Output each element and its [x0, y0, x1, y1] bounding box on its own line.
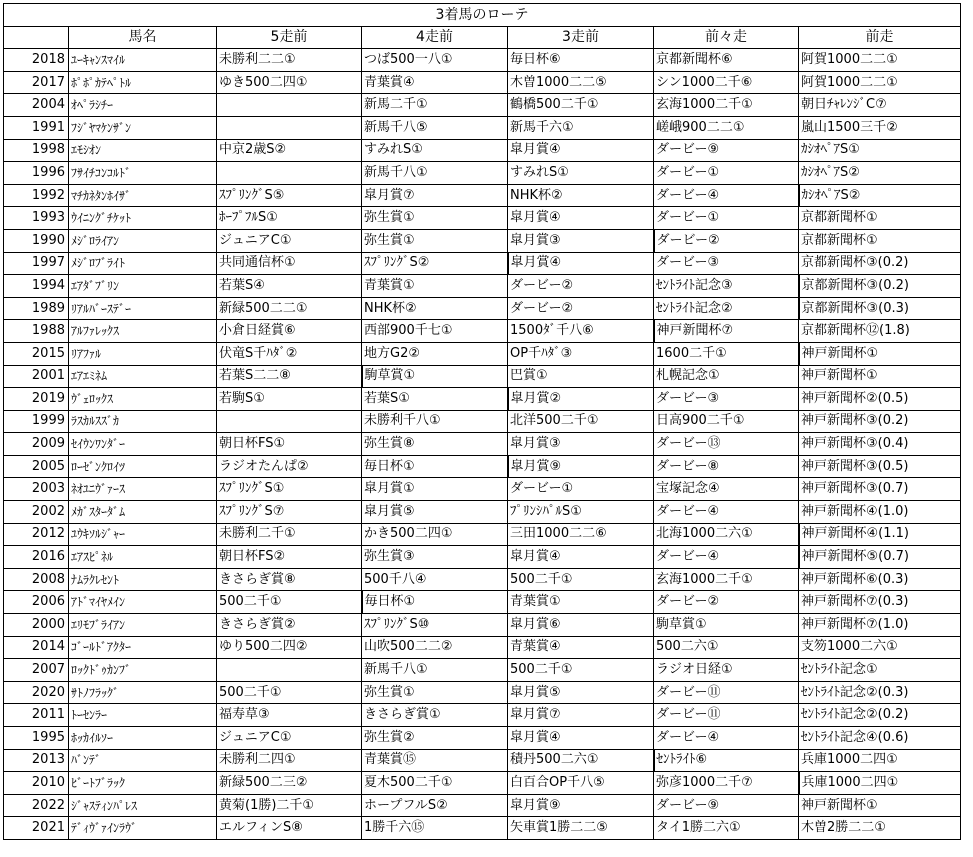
- race-5-back-cell: 若葉S二二⑧: [217, 365, 362, 388]
- race-2-back-cell: ダービー⑪: [654, 704, 799, 727]
- race-3-back-cell: 皐月賞②: [508, 388, 654, 411]
- header-race-5-back: 5走前: [217, 26, 362, 49]
- race-last-cell: 神戸新聞杯③(0.2): [799, 410, 961, 433]
- year-cell: 1994: [4, 275, 69, 298]
- race-4-back-cell: 地方G2②: [362, 342, 508, 365]
- horse-name-cell: ﾋﾞｰﾄﾌﾞﾗｯｸ: [69, 772, 217, 795]
- race-4-back-cell: ｽﾌﾟﾘﾝｸﾞS②: [362, 252, 508, 275]
- horse-name-cell: ｱﾙﾌｧﾚｯｸｽ: [69, 320, 217, 343]
- race-last-cell: 兵庫1000二四①: [799, 749, 961, 772]
- race-3-back-cell: 皐月賞④: [508, 252, 654, 275]
- race-2-back-cell: ダービー②: [654, 591, 799, 614]
- race-last-cell: ｾﾝﾄﾗｲﾄ記念①: [799, 659, 961, 682]
- race-2-back-cell: 日高900二千①: [654, 410, 799, 433]
- race-last-cell: ｾﾝﾄﾗｲﾄ記念②(0.2): [799, 704, 961, 727]
- race-2-back-cell: ダービー⑪: [654, 681, 799, 704]
- race-2-back-cell: ダービー⑧: [654, 455, 799, 478]
- year-cell: 2012: [4, 523, 69, 546]
- race-3-back-cell: 皐月賞④: [508, 207, 654, 230]
- year-cell: 2013: [4, 749, 69, 772]
- race-3-back-cell: ダービー②: [508, 275, 654, 298]
- race-2-back-cell: ダービー①: [654, 162, 799, 185]
- horse-name-cell: ﾕｳｷｿﾙｼﾞｬｰ: [69, 523, 217, 546]
- race-last-cell: 神戸新聞杯⑤(0.7): [799, 546, 961, 569]
- race-4-back-cell: 弥生賞①: [362, 229, 508, 252]
- year-cell: 2007: [4, 659, 69, 682]
- race-2-back-cell: 1600二千①: [654, 342, 799, 365]
- table-row: [4, 704, 961, 727]
- race-2-back-cell: シン1000二千⑥: [654, 71, 799, 94]
- horse-name-cell: ﾛｰｾﾞﾝｸﾛｲﾂ: [69, 455, 217, 478]
- table-row: [4, 162, 961, 185]
- race-4-back-cell: 西部900千七①: [362, 320, 508, 343]
- race-2-back-cell: ダービー④: [654, 727, 799, 750]
- table-row: [4, 614, 961, 637]
- horse-name-cell: ｾｲｳﾝﾜﾝﾀﾞｰ: [69, 433, 217, 456]
- year-cell: 2002: [4, 501, 69, 524]
- race-5-back-cell: 伏竜S千ﾊﾀﾞ②: [217, 342, 362, 365]
- race-2-back-cell: ｾﾝﾄﾗｲﾄ記念③: [654, 275, 799, 298]
- year-cell: 2008: [4, 568, 69, 591]
- race-2-back-cell: 神戸新聞杯⑦: [654, 320, 799, 343]
- race-3-back-cell: ﾌﾟﾘﾝｼﾊﾟﾙS①: [508, 501, 654, 524]
- race-5-back-cell: 未勝利二二①: [217, 49, 362, 72]
- table-row: [4, 817, 961, 840]
- race-5-back-cell: ﾎｰﾌﾟﾌﾙS①: [217, 207, 362, 230]
- year-cell: 2015: [4, 342, 69, 365]
- table-row: [4, 501, 961, 524]
- race-4-back-cell: 皐月賞⑦: [362, 184, 508, 207]
- horse-name-cell: ｴｱﾀﾞﾌﾞﾘﾝ: [69, 275, 217, 298]
- race-2-back-cell: ダービー③: [654, 252, 799, 275]
- race-last-cell: ｾﾝﾄﾗｲﾄ記念②(0.3): [799, 681, 961, 704]
- table-row: [4, 455, 961, 478]
- rotation-table: [3, 3, 961, 840]
- race-5-back-cell: 新緑500二三②: [217, 772, 362, 795]
- race-4-back-cell: 皐月賞①: [362, 478, 508, 501]
- race-2-back-cell: ダービー②: [654, 229, 799, 252]
- year-cell: 2000: [4, 614, 69, 637]
- year-cell: 2021: [4, 817, 69, 840]
- race-last-cell: 兵庫1000二四①: [799, 772, 961, 795]
- race-last-cell: 京都新聞杯⑫(1.8): [799, 320, 961, 343]
- race-3-back-cell: 木曽1000二二⑤: [508, 71, 654, 94]
- horse-name-cell: ﾎｯｶｲﾙｿｰ: [69, 727, 217, 750]
- table-row: [4, 636, 961, 659]
- race-5-back-cell: [217, 116, 362, 139]
- race-3-back-cell: 北洋500二千①: [508, 410, 654, 433]
- race-4-back-cell: ホープフルS②: [362, 794, 508, 817]
- race-5-back-cell: ｽﾌﾟﾘﾝｸﾞS⑤: [217, 184, 362, 207]
- race-4-back-cell: 若葉S①: [362, 388, 508, 411]
- race-3-back-cell: 皐月賞③: [508, 229, 654, 252]
- race-5-back-cell: 若駒S①: [217, 388, 362, 411]
- race-3-back-cell: 皐月賞④: [508, 546, 654, 569]
- race-2-back-cell: 500二六①: [654, 636, 799, 659]
- race-last-cell: 京都新聞杯③(0.2): [799, 275, 961, 298]
- horse-name-cell: ﾘｱﾙﾊﾞｰｽﾃﾞｰ: [69, 297, 217, 320]
- year-cell: 2017: [4, 71, 69, 94]
- horse-name-cell: ｻﾄﾉﾌﾗｯｸﾞ: [69, 681, 217, 704]
- race-3-back-cell: 三田1000二二⑥: [508, 523, 654, 546]
- table-title: 3着馬のローテ: [4, 4, 961, 27]
- race-5-back-cell: ラジオたんぱ②: [217, 455, 362, 478]
- race-4-back-cell: 青葉賞④: [362, 71, 508, 94]
- year-cell: 2005: [4, 455, 69, 478]
- horse-name-cell: ﾒｼﾞﾛﾗｲｱﾝ: [69, 229, 217, 252]
- race-last-cell: 京都新聞杯①: [799, 229, 961, 252]
- horse-name-cell: ﾅﾑﾗｸﾚｾﾝﾄ: [69, 568, 217, 591]
- race-5-back-cell: 中京2歳S②: [217, 139, 362, 162]
- year-cell: 2003: [4, 478, 69, 501]
- race-4-back-cell: 夏木500二千①: [362, 772, 508, 795]
- race-3-back-cell: NHK杯②: [508, 184, 654, 207]
- year-cell: 2016: [4, 546, 69, 569]
- race-4-back-cell: 山吹500二二②: [362, 636, 508, 659]
- table-row: [4, 659, 961, 682]
- year-cell: 1996: [4, 162, 69, 185]
- race-3-back-cell: 皐月賞⑤: [508, 681, 654, 704]
- header-race-4-back: 4走前: [362, 26, 508, 49]
- race-last-cell: 阿賀1000二二①: [799, 71, 961, 94]
- race-3-back-cell: 1500ﾀﾞ千八⑥: [508, 320, 654, 343]
- race-last-cell: 神戸新聞杯⑥(0.3): [799, 568, 961, 591]
- race-last-cell: 嵐山1500三千②: [799, 116, 961, 139]
- table-row: [4, 794, 961, 817]
- race-3-back-cell: ダービー①: [508, 478, 654, 501]
- race-last-cell: 神戸新聞杯①: [799, 342, 961, 365]
- race-5-back-cell: 未勝利二四①: [217, 749, 362, 772]
- race-last-cell: 神戸新聞杯①: [799, 365, 961, 388]
- race-4-back-cell: 駒草賞①: [362, 365, 508, 388]
- race-4-back-cell: 新馬千八①: [362, 659, 508, 682]
- race-5-back-cell: [217, 659, 362, 682]
- race-last-cell: 京都新聞杯③(0.3): [799, 297, 961, 320]
- race-4-back-cell: 弥生賞①: [362, 681, 508, 704]
- race-4-back-cell: すみれS①: [362, 139, 508, 162]
- year-cell: 1993: [4, 207, 69, 230]
- year-cell: 2001: [4, 365, 69, 388]
- race-3-back-cell: 500二千①: [508, 659, 654, 682]
- race-2-back-cell: ダービー①: [654, 207, 799, 230]
- header-horse-name: 馬名: [69, 26, 217, 49]
- race-5-back-cell: きさらぎ賞②: [217, 614, 362, 637]
- race-last-cell: ｶｼｵﾍﾟｱS②: [799, 184, 961, 207]
- horse-name-cell: ﾃﾞｨｳﾞｧｲﾝﾗｳﾞ: [69, 817, 217, 840]
- header-year: [4, 26, 69, 49]
- header-race-last: 前走: [799, 26, 961, 49]
- header-race-3-back: 3走前: [508, 26, 654, 49]
- race-2-back-cell: ｾﾝﾄﾗｲﾄ記念②: [654, 297, 799, 320]
- race-5-back-cell: [217, 410, 362, 433]
- table-row: [4, 523, 961, 546]
- race-5-back-cell: ジュニアC①: [217, 229, 362, 252]
- race-last-cell: 神戸新聞杯①: [799, 794, 961, 817]
- horse-name-cell: ﾎﾟﾎﾟｶﾃﾍﾟﾄﾙ: [69, 71, 217, 94]
- table-row: [4, 116, 961, 139]
- table-row: [4, 478, 961, 501]
- race-2-back-cell: ダービー⑬: [654, 433, 799, 456]
- horse-name-cell: ﾛｯｸﾄﾞｩｶﾝﾌﾞ: [69, 659, 217, 682]
- race-2-back-cell: ダービー④: [654, 501, 799, 524]
- race-4-back-cell: 毎日杯①: [362, 455, 508, 478]
- race-2-back-cell: ダービー④: [654, 546, 799, 569]
- table-row: [4, 433, 961, 456]
- race-3-back-cell: 青葉賞①: [508, 591, 654, 614]
- year-cell: 1997: [4, 252, 69, 275]
- race-last-cell: ｾﾝﾄﾗｲﾄ記念④(0.6): [799, 727, 961, 750]
- race-3-back-cell: すみれS①: [508, 162, 654, 185]
- table-row: [4, 365, 961, 388]
- year-cell: 1991: [4, 116, 69, 139]
- race-last-cell: 京都新聞杯③(0.2): [799, 252, 961, 275]
- race-2-back-cell: 嵯峨900二二①: [654, 116, 799, 139]
- race-2-back-cell: 駒草賞①: [654, 614, 799, 637]
- year-cell: 2014: [4, 636, 69, 659]
- title-row: [4, 4, 961, 27]
- horse-name-cell: ﾒｼﾞﾛﾌﾞﾗｲﾄ: [69, 252, 217, 275]
- table-body: [4, 49, 961, 840]
- race-3-back-cell: 矢車賞1勝二二⑤: [508, 817, 654, 840]
- table-row: [4, 749, 961, 772]
- table-row: [4, 388, 961, 411]
- horse-name-cell: ﾌｻｲﾁｺﾝｺﾙﾄﾞ: [69, 162, 217, 185]
- table-row: [4, 229, 961, 252]
- year-cell: 1995: [4, 727, 69, 750]
- horse-name-cell: ﾘｱﾌｧﾙ: [69, 342, 217, 365]
- race-last-cell: 神戸新聞杯②(0.5): [799, 388, 961, 411]
- table-row: [4, 297, 961, 320]
- race-4-back-cell: きさらぎ賞①: [362, 704, 508, 727]
- horse-name-cell: ｱﾄﾞﾏｲﾔﾒｲﾝ: [69, 591, 217, 614]
- year-cell: 2018: [4, 49, 69, 72]
- race-2-back-cell: 弥彦1000二千⑦: [654, 772, 799, 795]
- table-row: [4, 727, 961, 750]
- race-last-cell: 神戸新聞杯⑦(1.0): [799, 614, 961, 637]
- race-3-back-cell: 皐月賞⑨: [508, 455, 654, 478]
- race-3-back-cell: 皐月賞⑦: [508, 704, 654, 727]
- race-4-back-cell: 皐月賞⑤: [362, 501, 508, 524]
- table-row: [4, 71, 961, 94]
- race-3-back-cell: 皐月賞⑥: [508, 614, 654, 637]
- race-5-back-cell: ｽﾌﾟﾘﾝｸﾞS①: [217, 478, 362, 501]
- table-row: [4, 568, 961, 591]
- race-last-cell: 神戸新聞杯④(1.1): [799, 523, 961, 546]
- horse-name-cell: ｴｱｽﾋﾟﾈﾙ: [69, 546, 217, 569]
- table-row: [4, 207, 961, 230]
- table-row: [4, 252, 961, 275]
- race-last-cell: 神戸新聞杯③(0.5): [799, 455, 961, 478]
- table-row: [4, 591, 961, 614]
- race-5-back-cell: きさらぎ賞⑧: [217, 568, 362, 591]
- race-last-cell: 神戸新聞杯⑦(0.3): [799, 591, 961, 614]
- race-3-back-cell: 皐月賞⑨: [508, 794, 654, 817]
- race-5-back-cell: 500二千①: [217, 591, 362, 614]
- table-row: [4, 342, 961, 365]
- year-cell: 1992: [4, 184, 69, 207]
- race-5-back-cell: ジュニアC①: [217, 727, 362, 750]
- race-2-back-cell: ダービー④: [654, 184, 799, 207]
- year-cell: 1989: [4, 297, 69, 320]
- year-cell: 2004: [4, 94, 69, 117]
- year-cell: 1988: [4, 320, 69, 343]
- race-5-back-cell: [217, 94, 362, 117]
- year-cell: 2011: [4, 704, 69, 727]
- horse-name-cell: ﾕｰｷｬﾝｽﾏｲﾙ: [69, 49, 217, 72]
- race-5-back-cell: ゆり500二四②: [217, 636, 362, 659]
- race-4-back-cell: 1勝千六⑮: [362, 817, 508, 840]
- race-5-back-cell: 黄菊(1勝)二千①: [217, 794, 362, 817]
- race-2-back-cell: タイ1勝二六①: [654, 817, 799, 840]
- table-row: [4, 410, 961, 433]
- race-4-back-cell: つば500一八①: [362, 49, 508, 72]
- race-5-back-cell: 新緑500二二①: [217, 297, 362, 320]
- race-2-back-cell: ダービー③: [654, 388, 799, 411]
- race-2-back-cell: 玄海1000二千①: [654, 568, 799, 591]
- race-last-cell: ｶｼｵﾍﾟｱS①: [799, 139, 961, 162]
- race-4-back-cell: ｽﾌﾟﾘﾝｸﾞS⑩: [362, 614, 508, 637]
- horse-name-cell: ﾊﾞﾝﾃﾞ: [69, 749, 217, 772]
- horse-name-cell: ｴﾘﾓﾌﾞﾗｲｱﾝ: [69, 614, 217, 637]
- horse-name-cell: ﾏﾁｶﾈﾀﾝﾎｲｻﾞ: [69, 184, 217, 207]
- horse-name-cell: ｳｲﾆﾝｸﾞﾁｹｯﾄ: [69, 207, 217, 230]
- table-row: [4, 94, 961, 117]
- race-5-back-cell: エルフィンS⑧: [217, 817, 362, 840]
- race-3-back-cell: OP千ﾊﾀﾞ③: [508, 342, 654, 365]
- race-2-back-cell: ラジオ日経①: [654, 659, 799, 682]
- race-3-back-cell: 500二千①: [508, 568, 654, 591]
- race-3-back-cell: 皐月賞④: [508, 727, 654, 750]
- race-4-back-cell: 新馬千八①: [362, 162, 508, 185]
- horse-name-cell: ｴｱｴﾐﾈﾑ: [69, 365, 217, 388]
- header-row: [4, 26, 961, 49]
- race-4-back-cell: 弥生賞③: [362, 546, 508, 569]
- race-3-back-cell: 青葉賞④: [508, 636, 654, 659]
- race-4-back-cell: 新馬千八⑤: [362, 116, 508, 139]
- horse-name-cell: ﾈｵﾕﾆｳﾞｧｰｽ: [69, 478, 217, 501]
- race-5-back-cell: 小倉日経賞⑥: [217, 320, 362, 343]
- table-row: [4, 772, 961, 795]
- table-row: [4, 49, 961, 72]
- race-last-cell: 木曽2勝二二①: [799, 817, 961, 840]
- race-4-back-cell: 未勝利千八①: [362, 410, 508, 433]
- year-cell: 2010: [4, 772, 69, 795]
- horse-name-cell: ｵﾍﾟﾗｼﾁｰ: [69, 94, 217, 117]
- horse-name-cell: ﾄｰｾﾝﾗｰ: [69, 704, 217, 727]
- race-5-back-cell: 500二千①: [217, 681, 362, 704]
- race-5-back-cell: 未勝利二千①: [217, 523, 362, 546]
- table-row: [4, 546, 961, 569]
- race-2-back-cell: ダービー⑨: [654, 139, 799, 162]
- race-3-back-cell: 鶴橋500二千①: [508, 94, 654, 117]
- race-5-back-cell: 朝日杯FS②: [217, 546, 362, 569]
- race-2-back-cell: 京都新聞杯⑥: [654, 49, 799, 72]
- race-3-back-cell: 皐月賞④: [508, 139, 654, 162]
- race-5-back-cell: ｽﾌﾟﾘﾝｸﾞS⑦: [217, 501, 362, 524]
- race-4-back-cell: 青葉賞①: [362, 275, 508, 298]
- table-row: [4, 275, 961, 298]
- race-last-cell: 京都新聞杯①: [799, 207, 961, 230]
- race-5-back-cell: 朝日杯FS①: [217, 433, 362, 456]
- table-row: [4, 139, 961, 162]
- race-3-back-cell: 皐月賞③: [508, 433, 654, 456]
- header-race-2-back: 前々走: [654, 26, 799, 49]
- year-cell: 2006: [4, 591, 69, 614]
- race-2-back-cell: 北海1000二六①: [654, 523, 799, 546]
- race-last-cell: 支笏1000二六①: [799, 636, 961, 659]
- race-4-back-cell: 新馬二千①: [362, 94, 508, 117]
- race-last-cell: 阿賀1000二二①: [799, 49, 961, 72]
- year-cell: 2020: [4, 681, 69, 704]
- race-5-back-cell: ゆき500二四①: [217, 71, 362, 94]
- race-4-back-cell: かき500二四①: [362, 523, 508, 546]
- table-row: [4, 184, 961, 207]
- table-row: [4, 681, 961, 704]
- race-3-back-cell: 新馬千六①: [508, 116, 654, 139]
- race-3-back-cell: 巴賞①: [508, 365, 654, 388]
- race-4-back-cell: 500千八④: [362, 568, 508, 591]
- table-row: [4, 320, 961, 343]
- year-cell: 1998: [4, 139, 69, 162]
- year-cell: 1999: [4, 410, 69, 433]
- year-cell: 2022: [4, 794, 69, 817]
- year-cell: 1990: [4, 229, 69, 252]
- race-4-back-cell: NHK杯②: [362, 297, 508, 320]
- year-cell: 2019: [4, 388, 69, 411]
- horse-name-cell: ｺﾞｰﾙﾄﾞｱｸﾀｰ: [69, 636, 217, 659]
- race-4-back-cell: 弥生賞⑧: [362, 433, 508, 456]
- horse-name-cell: ｼﾞｬｽﾃｨﾝﾊﾟﾚｽ: [69, 794, 217, 817]
- horse-name-cell: ﾒｶﾞｽﾀｰﾀﾞﾑ: [69, 501, 217, 524]
- race-last-cell: 神戸新聞杯③(0.4): [799, 433, 961, 456]
- race-5-back-cell: 福寿草③: [217, 704, 362, 727]
- race-4-back-cell: 弥生賞①: [362, 207, 508, 230]
- horse-name-cell: ｴﾓｼｵﾝ: [69, 139, 217, 162]
- race-last-cell: 朝日ﾁｬﾚﾝｼﾞC⑦: [799, 94, 961, 117]
- horse-name-cell: ﾗｽｶﾙｽｽﾞｶ: [69, 410, 217, 433]
- race-2-back-cell: ダービー⑨: [654, 794, 799, 817]
- race-4-back-cell: 青葉賞⑮: [362, 749, 508, 772]
- race-3-back-cell: 白百合OP千八⑤: [508, 772, 654, 795]
- race-last-cell: 神戸新聞杯③(0.7): [799, 478, 961, 501]
- race-5-back-cell: 若葉S④: [217, 275, 362, 298]
- race-last-cell: ｶｼｵﾍﾟｱS②: [799, 162, 961, 185]
- horse-name-cell: ﾌｼﾞﾔﾏｹﾝｻﾞﾝ: [69, 116, 217, 139]
- race-3-back-cell: 積丹500二六①: [508, 749, 654, 772]
- race-2-back-cell: 玄海1000二千①: [654, 94, 799, 117]
- year-cell: 2009: [4, 433, 69, 456]
- race-3-back-cell: 毎日杯⑥: [508, 49, 654, 72]
- race-5-back-cell: 共同通信杯①: [217, 252, 362, 275]
- race-last-cell: 神戸新聞杯④(1.0): [799, 501, 961, 524]
- race-3-back-cell: ダービー②: [508, 297, 654, 320]
- race-2-back-cell: 宝塚記念④: [654, 478, 799, 501]
- race-4-back-cell: 毎日杯①: [362, 591, 508, 614]
- race-2-back-cell: 札幌記念①: [654, 365, 799, 388]
- horse-name-cell: ｳﾞｪﾛｯｸｽ: [69, 388, 217, 411]
- race-2-back-cell: ｾﾝﾄﾗｲﾄ⑥: [654, 749, 799, 772]
- race-5-back-cell: [217, 162, 362, 185]
- race-4-back-cell: 弥生賞②: [362, 727, 508, 750]
